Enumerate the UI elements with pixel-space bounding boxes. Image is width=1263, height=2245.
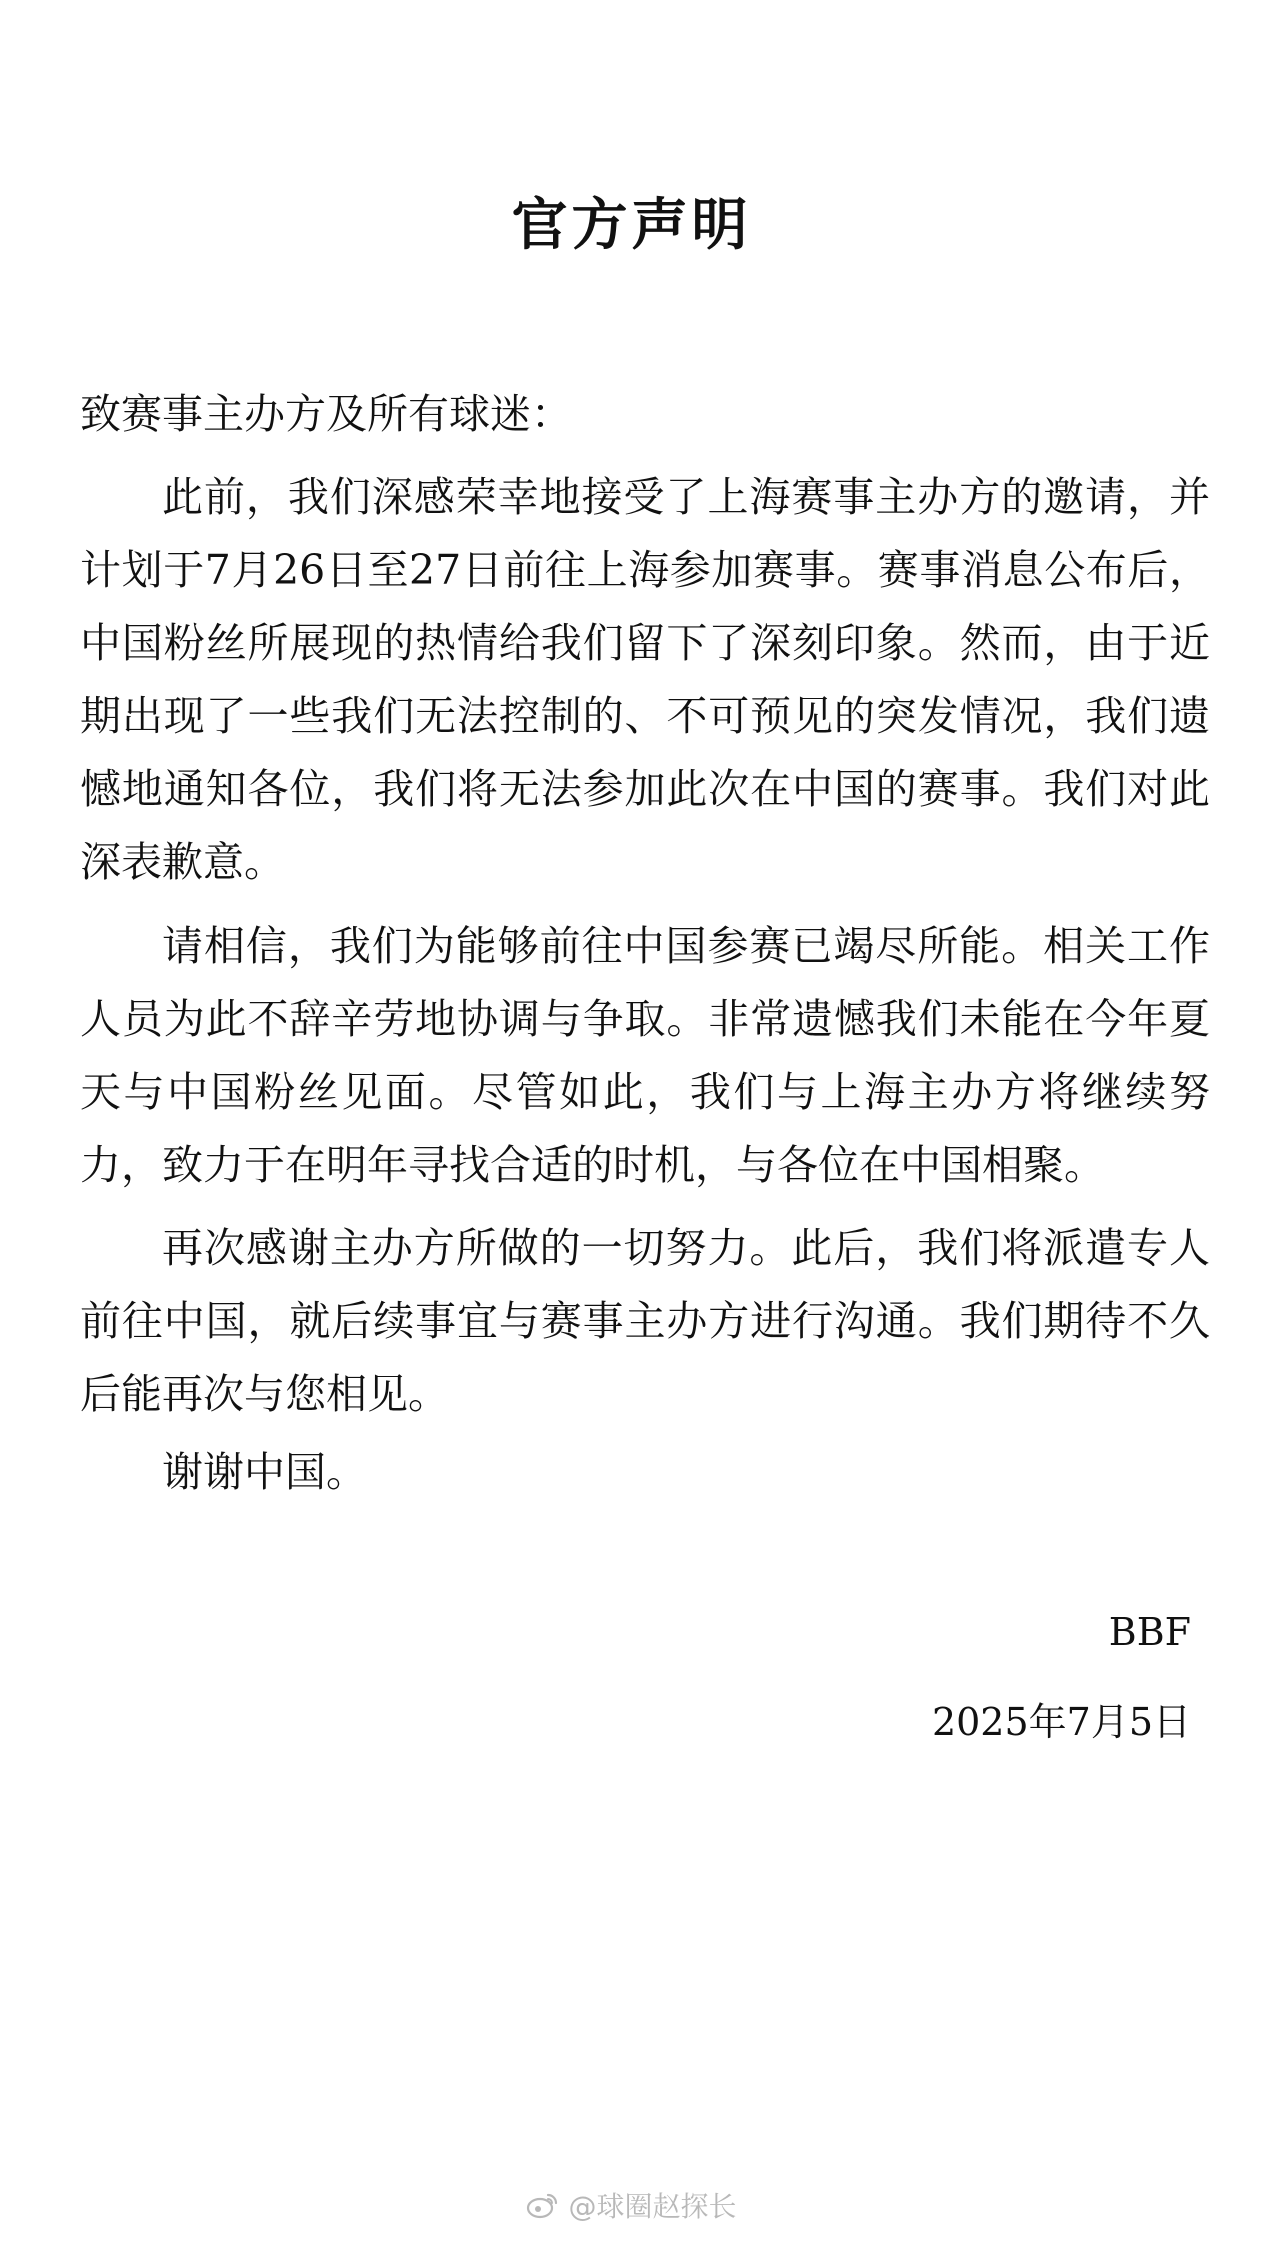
weibo-icon xyxy=(526,2191,560,2219)
paragraph-1: 此前，我们深感荣幸地接受了上海赛事主办方的邀请，并计划于7月26日至27日前往上海参加赛事。赛事消息公布后，中国粉丝所展现的热情给我们留下了深刻印象。然而，由于近期出现了一些我们无法控制的、不可预见的突发情况，我们遗憾地通知各位，我们将无法参加此次在中国的赛事。我们对此深表歉意。 xyxy=(80,473,1210,886)
signature: BBF xyxy=(1108,1610,1191,1654)
watermark-text: @球圈赵探长 xyxy=(568,2190,737,2223)
page-title: 官方声明 xyxy=(511,192,752,258)
paragraph-4: 谢谢中国。 xyxy=(162,1448,367,1496)
paragraph-2: 请相信，我们为能够前往中国参赛已竭尽所能。相关工作人员为此不辞辛劳地协调与争取。非常遗憾我们未能在今年夏天与中国粉丝见面。尽管如此，我们与上海主办方将继续努力，致力于在明年寻找合适的时机，与各位在中国相聚。 xyxy=(80,922,1210,1189)
date: 2025年7月5日 xyxy=(931,1700,1191,1744)
salutation: 致赛事主办方及所有球迷： xyxy=(80,390,572,438)
paragraph-3: 再次感谢主办方所做的一切努力。此后，我们将派遣专人前往中国，就后续事宜与赛事主办方进行沟通。我们期待不久后能再次与您相见。 xyxy=(80,1224,1210,1418)
watermark xyxy=(0,2180,1263,2230)
